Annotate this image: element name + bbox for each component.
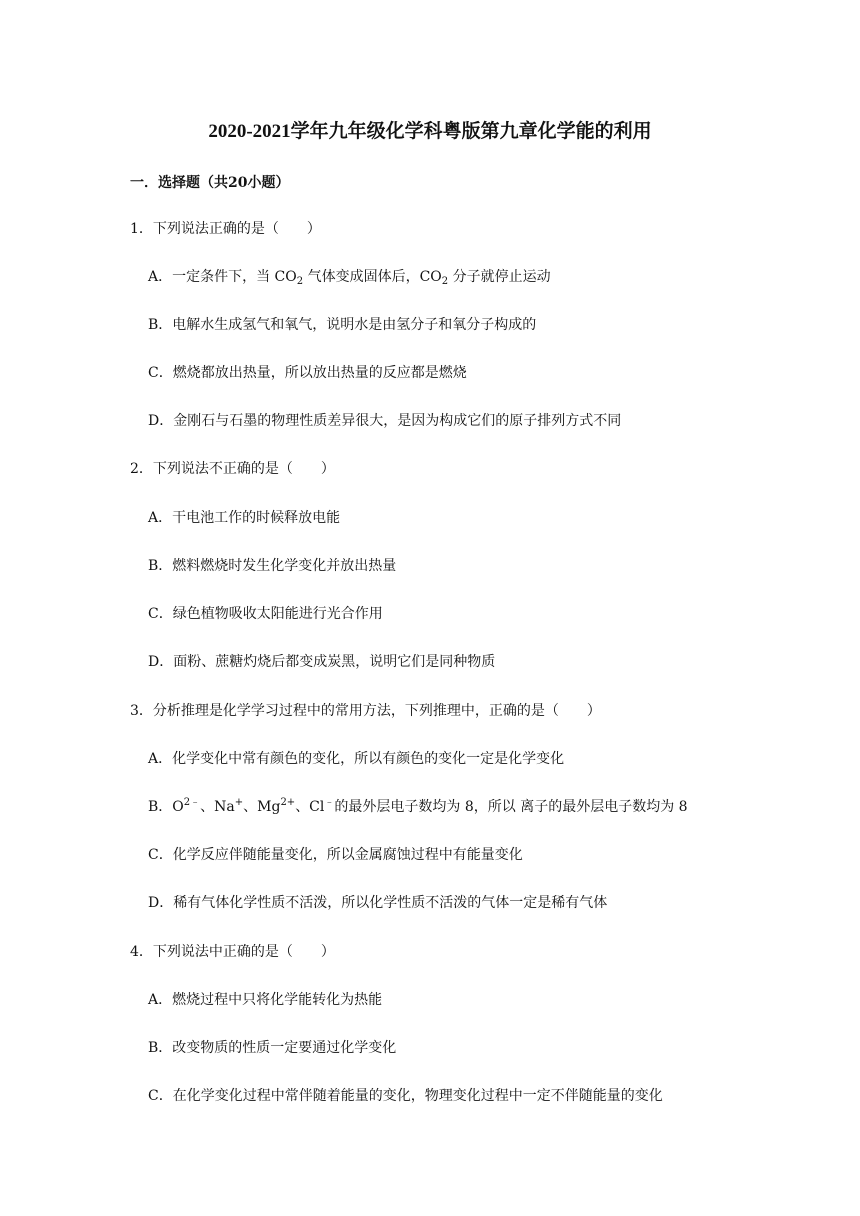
question-3-stem: 3．分析推理是化学学习过程中的常用方法，下列推理中，正确的是（ ） [130, 703, 601, 719]
question-3-option-c: C．化学反应伴随能量变化，所以金属腐蚀过程中有能量变化 [148, 847, 523, 863]
question-2-option-d: D．面粉、蔗糖灼烧后都变成炭黑，说明它们是同种物质 [148, 654, 496, 670]
question-1-option-c: C．燃烧都放出热量，所以放出热量的反应都是燃烧 [148, 365, 467, 381]
question-3-option-d: D．稀有气体化学性质不活泼，所以化学性质不活泼的气体一定是稀有气体 [148, 895, 608, 911]
question-3-option-b: B．$O^{2﹣}$、Na+、$Mg^{2+}$、Cl﹣的最外层电子数均为 8，所以 离子的最外层电子数均为 8 [148, 797, 688, 815]
question-1-stem: 1．下列说法正确的是（ ） [130, 221, 321, 237]
question-2-option-a: A．干电池工作的时候释放电能 [148, 510, 341, 526]
section-heading: 一．选择题（共20小题） [130, 175, 290, 191]
question-3-option-a: A．化学变化中常有颜色的变化，所以有颜色的变化一定是化学变化 [148, 751, 565, 767]
question-1-option-d: D．金刚石与石墨的物理性质差异很大，是因为构成它们的原子排列方式不同 [148, 413, 622, 429]
question-2-option-b: B．燃料燃烧时发生化学变化并放出热量 [148, 558, 397, 574]
question-2-option-c: C．绿色植物吸收太阳能进行光合作用 [148, 606, 383, 622]
question-4-option-a: A．燃烧过程中只将化学能转化为热能 [148, 992, 383, 1008]
question-1-option-b: B．电解水生成氢气和氧气，说明水是由氢分子和氧分子构成的 [148, 317, 537, 333]
page-title: 2020-2021学年九年级化学科粤版第九章化学能的利用 [208, 121, 652, 142]
question-4-option-c: C．在化学变化过程中常伴随着能量的变化，物理变化过程中一定不伴随能量的变化 [148, 1088, 663, 1104]
question-2-stem: 2．下列说法不正确的是（ ） [130, 461, 335, 477]
question-1-option-a: A．一定条件下，当 $CO_2$ 气体变成固体后，$CO_2$ 分子就停止运动 [148, 269, 551, 287]
question-4-stem: 4．下列说法中正确的是（ ） [130, 944, 335, 960]
question-4-option-b: B．改变物质的性质一定要通过化学变化 [148, 1040, 397, 1056]
